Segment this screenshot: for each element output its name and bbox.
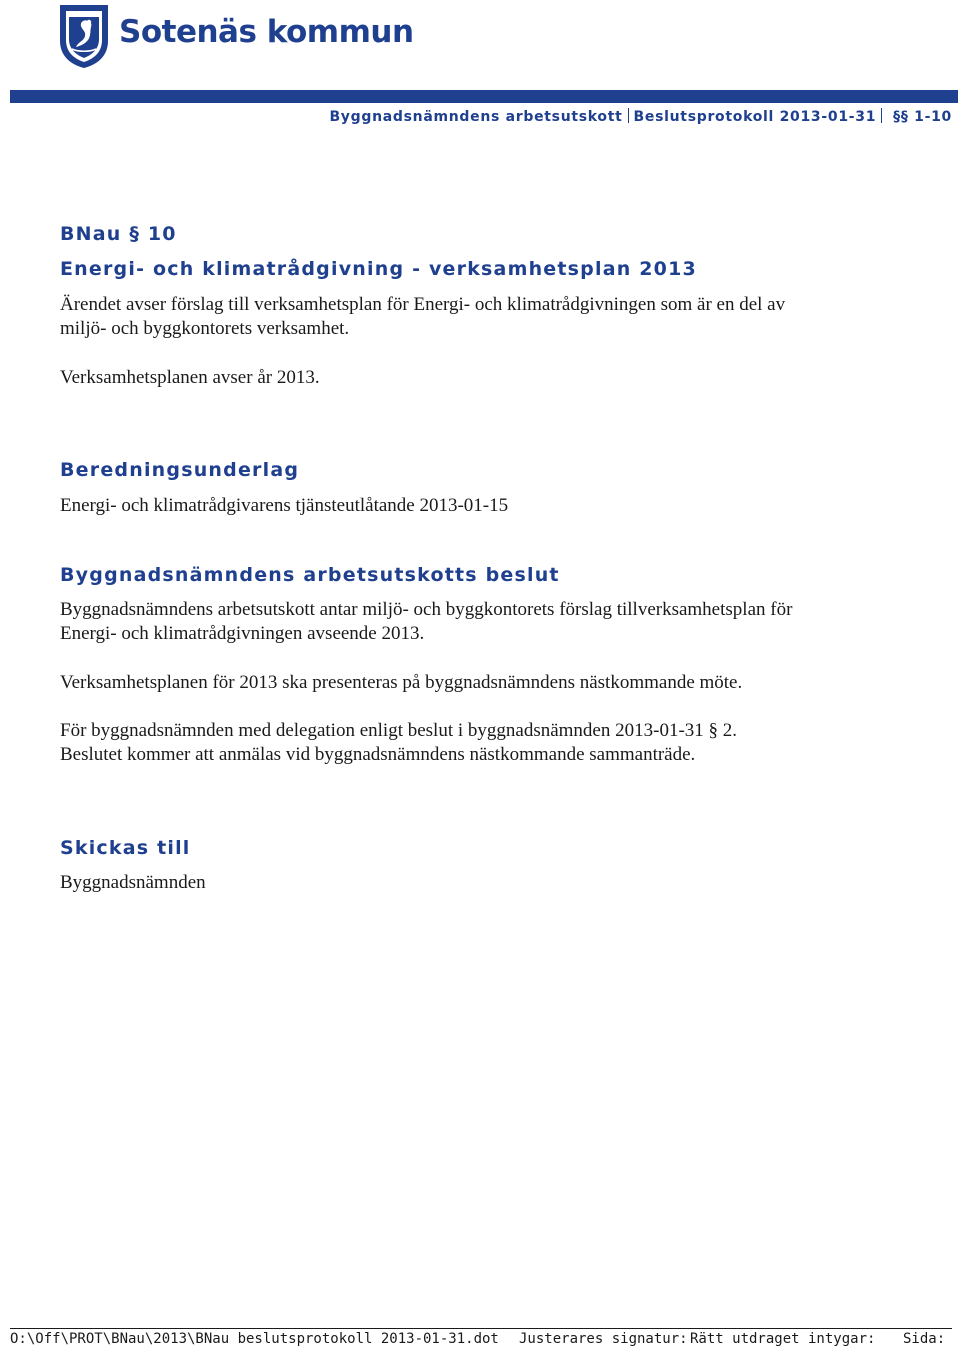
page-label: Sida: [903,1331,946,1347]
paragraph-range: 1-10 [914,109,952,125]
recipient: Byggnadsnämnden [60,872,206,893]
header-separator [628,108,629,123]
decision-line: Byggnadsnämndens arbetsutskott antar miljö- och byggkontorets förslag tillverksamhetsplan för [60,599,793,620]
delegation-line: Beslutet kommer att anmälas vid byggnadsnämndens nästkommande sammanträde. [60,744,696,765]
sotenas-logo [58,2,414,70]
decision-line: Energi- och klimatrådgivningen avseende 2013. [60,623,425,644]
paragraph-symbols: §§ [893,109,909,125]
presentation-text: Verksamhetsplanen för 2013 ska presenteras på byggnadsnämndens nästkommande möte. [60,672,743,693]
basis-heading: Beredningsunderlag [60,459,300,481]
organization-name: Sotenäs kommun [119,14,414,50]
decision-heading: Byggnadsnämndens arbetsutskotts beslut [60,564,560,586]
header-separator [881,108,882,123]
running-header [329,108,952,125]
case-number: BNau § 10 [60,223,177,245]
municipal-shield-icon [58,3,110,69]
document-type: Beslutsprotokoll [633,109,775,125]
file-path: O:\Off\PROT\BNau\2013\BNau beslutsprotokoll 2013-01-31.dot [10,1331,499,1347]
header-rule [10,90,958,103]
send-to-heading: Skickas till [60,837,191,859]
case-title: Energi- och klimatrådgivning - verksamhetsplan 2013 [60,258,697,280]
intro-line: Ärendet avser förslag till verksamhetsplan för Energi- och klimatrådgivningen som är en del av [60,294,786,315]
signature-label: Justerares signatur: [519,1331,688,1347]
scope-text: Verksamhetsplanen avser år 2013. [60,367,320,388]
certified-extract-label: Rätt utdraget intygar: [690,1331,876,1347]
meeting-date: 2013-01-31 [779,109,877,125]
basis-text: Energi- och klimatrådgivarens tjänsteutlåtande 2013-01-15 [60,495,509,516]
committee-name: Byggnadsnämndens arbetsutskott [329,109,623,125]
footer-rule [10,1328,952,1329]
delegation-line: För byggnadsnämnden med delegation enligt beslut i byggnadsnämnden 2013-01-31 § 2. [60,720,738,741]
intro-line: miljö- och byggkontorets verksamhet. [60,318,350,339]
